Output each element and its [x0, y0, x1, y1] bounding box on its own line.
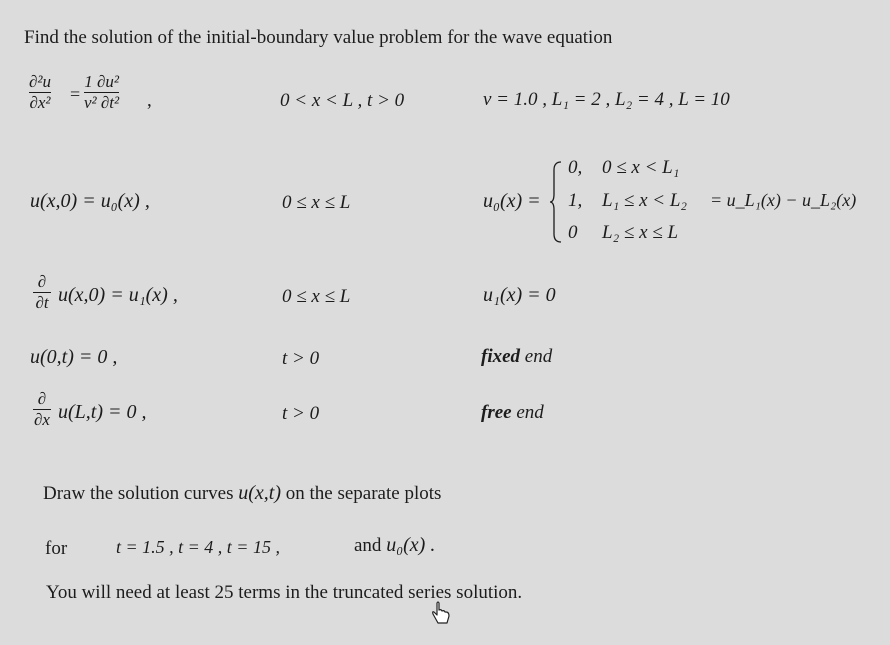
times-list: t = 1.5 , t = 4 , t = 15 , — [116, 537, 280, 557]
task-line-1 — [43, 482, 441, 505]
ic1-lhs: u(x,0) = u₀(x) , — [30, 190, 150, 212]
bc1-type — [481, 346, 552, 368]
ic2-lhs: u(x,0) = u₁(x) , — [58, 284, 178, 306]
bc2-lhs: u(L,t) = 0 , — [58, 401, 147, 423]
task-line-1-text: Draw the solution curves — [43, 483, 239, 504]
pde-rhs-num: 1 ∂u² — [84, 72, 119, 91]
ic2-domain: 0 ≤ x ≤ L — [282, 286, 351, 307]
bc1-domain: t > 0 — [282, 348, 320, 369]
pde-lhs-den: ∂x² — [29, 93, 51, 112]
and-math: u₀(x) . — [386, 534, 436, 556]
pde-lhs-fraction — [29, 73, 51, 112]
ic2-partial-num: ∂ — [37, 272, 47, 291]
ic1-domain: 0 ≤ x ≤ L — [282, 192, 351, 213]
ic2-partial — [33, 273, 51, 312]
pde-params: v = 1.0 , L₁ = 2 , L₂ = 4 , L = 10 — [483, 89, 730, 110]
case-0-value: 0, — [568, 157, 583, 178]
cases-brace — [549, 160, 563, 244]
case-1-value: 1, — [568, 190, 583, 211]
pde-comma: , — [147, 90, 152, 111]
hand-pointer-icon — [431, 601, 453, 627]
intro-text: Find the solution of the initial-boundary value problem for the wave equation — [24, 27, 613, 48]
task-line-1-math: u(x,t) — [238, 482, 281, 504]
bc2-partial-num: ∂ — [37, 389, 47, 408]
pde-rhs-den: v² ∂t² — [84, 93, 120, 112]
pde-rhs-fraction — [84, 73, 119, 112]
case-2-cond: L₂ ≤ x ≤ L — [602, 222, 679, 243]
task-line-1-rest: on the separate plots — [281, 483, 442, 504]
case-2-value: 0 — [568, 222, 578, 243]
bc2-type-rest: end — [511, 402, 544, 423]
bc2-domain: t > 0 — [282, 403, 320, 424]
bc2-partial-den: ∂x — [34, 410, 50, 429]
bc2-partial — [33, 390, 51, 429]
bc1-type-bold: fixed — [481, 346, 521, 367]
case-0-cond: 0 ≤ x < L₁ — [602, 157, 680, 178]
bc1-lhs: u(0,t) = 0 , — [30, 346, 118, 368]
heaviside-form: = u_L₁(x) − u_L₂(x) — [710, 190, 857, 210]
bc2-type-bold: free — [481, 402, 512, 423]
pde-domain: 0 < x < L , t > 0 — [280, 90, 405, 111]
ic2-partial-den: ∂t — [35, 293, 49, 312]
and-text: and — [354, 535, 387, 556]
pde-lhs-num: ∂²u — [29, 72, 51, 91]
and-line — [354, 534, 435, 557]
bc1-type-rest: end — [520, 346, 553, 367]
case-1-cond: L₁ ≤ x < L₂ — [602, 190, 688, 211]
for-label: for — [45, 538, 68, 559]
pde-equals: = — [70, 84, 81, 104]
bc2-type — [481, 402, 544, 424]
u1-value: u₁(x) = 0 — [483, 284, 556, 306]
u0-label: u₀(x) = — [483, 190, 541, 212]
truncation-note: You will need at least 25 terms in the truncated series solution. — [46, 582, 523, 603]
